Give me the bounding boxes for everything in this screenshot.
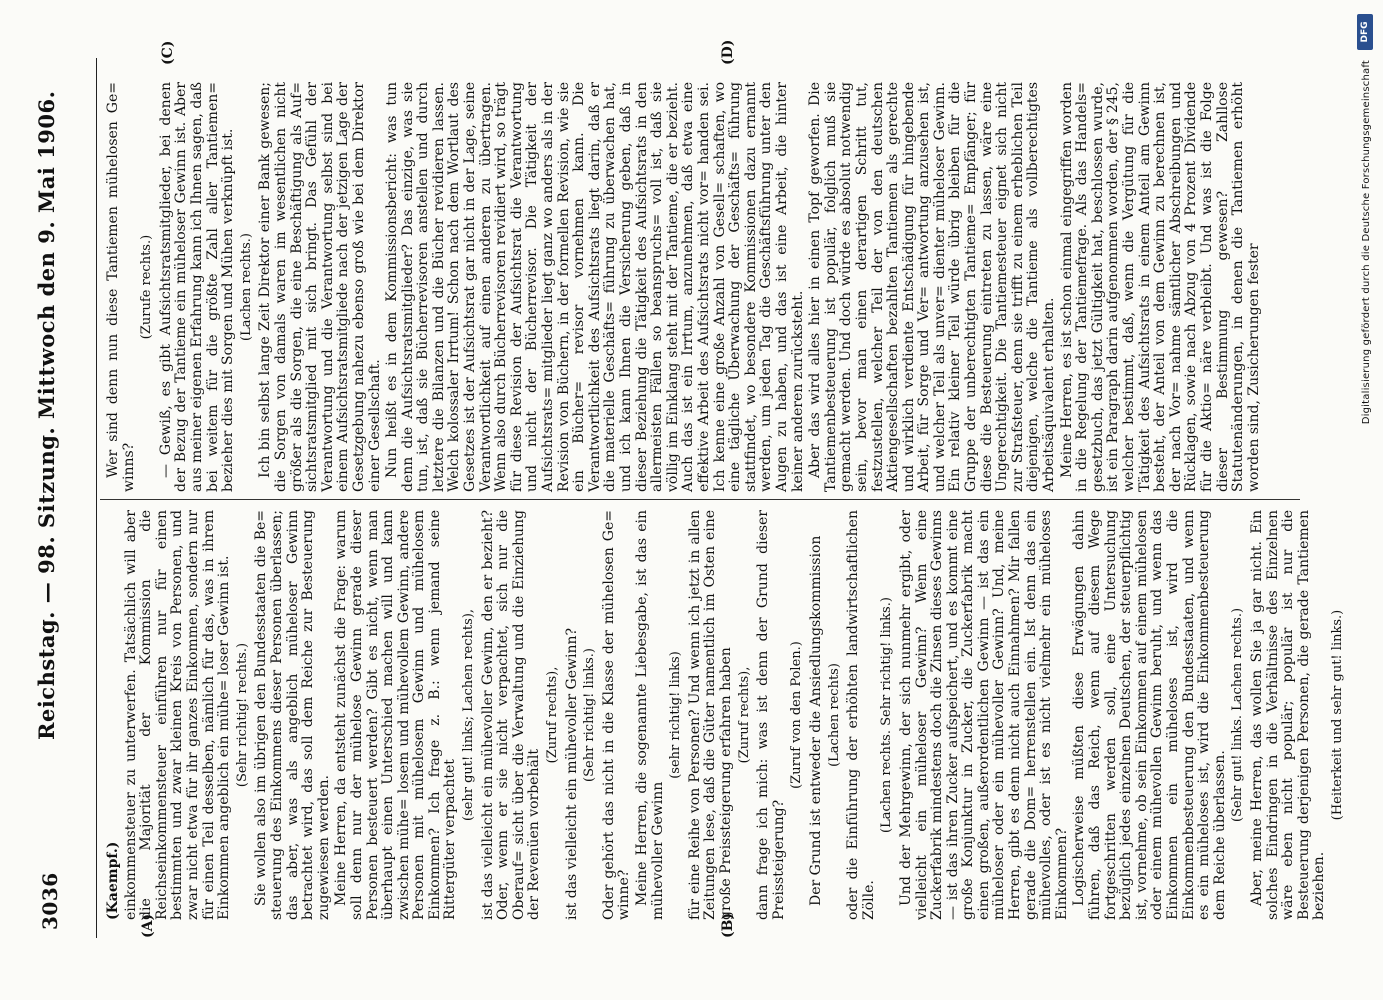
paragraph: einkommensteuer zu unterwerfen. Tatsächlich will aber die Majorität der Kommission die Reichseinkommensteuer einführen nur für einen bestimmten und zwar kleinen Kreis von Personen, und zwar nicht etwa für ihr ganzes Einkommen, sondern nur für einen Teil desselben, nämlich für das, was in ihrem Einkommen angeblich ein mühe= loser Gewinn ist. [122, 510, 233, 920]
interjection: (sehr richtig! links) [668, 651, 684, 779]
header-rule [96, 58, 97, 938]
paragraph: Aber das wird alles hier in einen Topf geworfen. Die Tantiemenbesteuerung ist populär, folglich muß sie gemacht werden. Und doch würde es absolut notwendig sein, bevor man einen derartigen Schritt tut, festzustellen, welcher Teil der von den deutschen Aktiengesellschaften bezahlten Tantiemen als gerechte und wirklich verdiente Entschädigung für hingebende Arbeit, für Sorge und Ver= antwortung anzusehen ist, und welcher Teil als unver= dienter müheloser Gewinn. Ein relativ kleiner Teil würde übrig bleiben für die Gruppe der unberechtigten Tantieme= Empfänger; für diese die Besteuerung eintreten zu lassen, wäre eine Ungerechtigkeit. Die Tantiemesteuer eignet sich nicht zur Strafsteuer, denn sie trifft zu einem erheblichen Teil diejenigen, welche die Tantieme als vollberechtigtes Arbeitsäquivalent erhalten. [807, 82, 1058, 492]
right-column [106, 82, 1264, 492]
paragraph: Der Grund ist entweder die Ansiedlungskommission [807, 535, 824, 906]
paragraph: Ich bin selbst lange Zeit Direktor einer Bank gewesen; die Sorgen von damals waren im wesentlichen nicht größer als die Sorgen, die eine Beschäftigung als Auf= sichtsratsmitglied mit sich bringt. Das Gefühl der Verantwortung und die Verantwortung selbst sind bei einem Aufsichtsratsmitgliede nach der jetzigen Lage der Gesetzgebung nahezu ebenso groß wie bei dem Direktor einer Gesellschaft. [257, 82, 383, 492]
page-header [34, 0, 74, 1000]
column-divider [100, 499, 1300, 500]
interjection: (Zuruf von den Polen.) [789, 641, 805, 789]
left-column [106, 510, 1350, 920]
interjection: (Lachen rechts.) [238, 233, 254, 341]
interjection: (Sehr richtig! rechts.) [234, 642, 250, 788]
page-number: 3036 [38, 872, 62, 930]
paragraph: Wer sind denn nun diese Tantiemen mühelosen Ge= winns? [105, 82, 137, 492]
margin-mark-a: (A) [140, 913, 156, 938]
paragraph: Logischerweise müßten diese Erwägungen dahin führen, daß das Reich, wenn auf diesem Wege fortgeschritten werden soll, eine Untersuchung bezüglich jedes einzelnen Deutschen, der steuerpflichtig ist, vornehme, ob sein Einkommen auf einem mühelosen oder einem mühevollen Gewinn beruht, und wenn das Einkommen ein müheloses ist, wird die Einkommenbesteuerung den Bundesstaaten, und wenn es ein müheloses ist, wird die Einkommenbesteuerung dem Reiche überlassen. [1071, 510, 1228, 920]
digitization-footer [1355, 0, 1379, 1000]
margin-mark-c: (C) [160, 40, 176, 65]
paragraph: Nun heißt es in dem Kommissionsbericht: was tun denn die Aufsichtsratsmitglieder? Das einzige, was sie tun, ist, daß sie Bücherrevisoren anstellen und durch letztere die Bilanzen und die Bücher revidieren lassen. Welch kolossaler Irrtum! Schon nach dem Wortlaut des Gesetzes ist der Aufsichtsrat gar nicht in der Lage, seine Verantwortlichkeit auf einen anderen zu übertragen. Wenn also durch Bücherrevisoren revidiert wird, so trägt für diese Revision der Aufsichtsrat die Verantwortung und nicht der Bücherrevisor. Die Tätigkeit der Aufsichtsrats= mitglieder liegt ganz wo anders als in der Revision von Büchern, in der formellen Revision, wie sie ein Bücher= revisor vornehmen kann. Die Verantwortlichkeit des Aufsichtsrats liegt darin, daß er die materielle Geschäfts= führung zu überwachen hat, und ich kann Ihnen die Versicherung geben, daß in dieser Beziehung die Tätigkeit des Aufsichtsrats in den allermeisten Fällen so beanspruchs= voll ist, daß sie völlig im Einklang steht mit der Tantieme, die er bezieht. Auch das ist ein Irrtum, anzunehmen, daß etwa eine effektive Arbeit des Aufsichtsrats nicht vor= handen sei. Ich kenne eine große Anzahl von Gesell= schaften, wo eine tägliche Überwachung der Geschäfts= führung stattfindet, wo besondere Kommissionen dazu ernannt werden, um jeden Tag die Geschäftsführung unter den Augen zu haben, und das ist eine Arbeit, die hinter keiner anderen zurücksteht. [384, 82, 806, 492]
paragraph: Oder gehört das nicht in die Klasse der mühelosen Ge= winne? [600, 510, 633, 920]
paragraph: ist das vielleicht ein mühevoller Gewinn, den er bezieht? Oder, wenn er sie nicht verpachtet, sich nur die Oberauf= sicht über die Verwaltung und die Einziehung der Revenüen vorbehält [479, 510, 543, 920]
paragraph: Sie wollen also im übrigen den Bundesstaaten die Be= steuerung des Einkommens dieser Personen überlassen; das aber, was als angeblich müheloser Gewinn betrachtet wird, das soll dem Reiche zur Besteuerung zugewiesen werden. [253, 510, 332, 920]
paragraph: für eine Reihe von Personen? Und wenn ich jetzt in allen Zeitungen lese, daß die Güter namentlich im Osten eine große Preissteigerung erfahren haben [686, 510, 734, 920]
paragraph: oder die Einführung der erhöhten landwirtschaftlichen Zölle. [845, 510, 877, 920]
dfg-logo: DFG [1357, 14, 1373, 50]
digitization-credit: Digitalisierung gefördert durch die Deutsche Forschungsgemeinschaft [1361, 60, 1372, 425]
paragraph: ist das vielleicht ein mühevoller Gewinn? [563, 627, 580, 920]
margin-mark-d: (D) [720, 39, 736, 65]
interjection: (Sehr richtig! links.) [582, 648, 598, 782]
margin-mark-b: (B) [720, 912, 736, 938]
paragraph: — Gewiß, es gibt Aufsichtsratsmitglieder, bei denen der Bezug der Tantieme ein müheloser Gewinn ist. Aber aus meiner eigenen Erfahrung kann ich Ihnen sagen, daß bei weitem für die größte Zahl aller Tantiemen= bezieher dies mit Sorgen und Mühen verknüpft ist. [157, 82, 237, 492]
interjection: (Lachen rechts. Sehr richtig! links.) [879, 597, 895, 833]
paragraph: Meine Herren, die sogenannte Liebesgabe, ist das ein mühevoller Gewinn [634, 510, 666, 920]
paragraph: dann frage ich mich: was ist denn der Grund dieser Preissteigerung? [755, 510, 787, 920]
interjection: (Zuruf rechts), [545, 666, 561, 764]
speaker-name: (Kaempf.) [105, 841, 121, 920]
paragraph: Aber, meine Herren, das wollen Sie ja gar nicht. Ein solches Eindringen in die Verhältnisse des Einzelnen wäre eben nicht populär; populär ist nur die Besteuerung derjenigen Personen, die gerade Tantiemen beziehen. [1248, 510, 1328, 920]
running-title: Reichstag. — 98. Sitzung. Mittwoch den 9. Mai 1906. [34, 90, 59, 740]
interjection: (Zurufe rechts.) [139, 234, 155, 340]
paragraph: Meine Herren, da entsteht zunächst die Frage: warum soll denn nur der mühelose Gewinn gerade dieser Personen besteuert werden? Gibt es nicht, wenn man überhaupt einen Unterschied machen will und kann zwischen mühe= losem und mühevollem Gewinn, andere Personen mit mühelosem Gewinn und mühelosem Einkommen? Ich frage z. B.: wenn jemand seine Rittergüter verpachtet [333, 510, 459, 920]
paragraph: Meine Herren, es ist schon einmal eingegriffen worden in die Regelung der Tantiemefrage. Als das Handels= gesetzbuch, das jetzt Gültigkeit hat, beschlossen wurde, ist ein Paragraph darin aufgenommen worden, der § 245, welcher bestimmt, daß, wenn die Vergütung für die Tätigkeit des Aufsichtsrats in einem Anteil am Gewinn besteht, der Anteil von dem Gewinn zu berechnen ist, der nach Vor= nahme sämtlicher Abschreibungen und Rücklagen, sowie nach Abzug von 4 Prozent Dividende für die Aktio= näre verbleibt. Und was ist die Folge dieser Bestimmung gewesen? Zahllose Statutenänderungen, in denen die Tantiemen erhöht worden sind, Zusicherungen fester [1058, 82, 1262, 492]
interjection: (Zuruf rechts), [736, 666, 752, 764]
interjection: (Lachen rechts) [826, 663, 842, 767]
paragraph: Und der Mehrgewinn, der sich nunmehr ergibt, oder vielleicht ein müheloser Gewinn? Wenn eine Zuckerfabrik mindestens doch die Zinsen dieses Gewinns — ist das ihren Zucker aufspeichert, und es kommt eine große Konjunktur in Zucker, die Zuckerfabrik macht einen großen, außerordentlichen Gewinn — ist das ein müheloser oder ein mühevoller Gewinn? Und, meine Herren, gibt es denn nicht auch Einnahmen? Mir fallen gerade die Dom= herrenstellen ein. Ist denn das ein mühevolles, oder ist es nicht vielmehr ein müheloses Einkommen? [897, 510, 1070, 920]
interjection: (sehr gut! links; Lachen rechts), [461, 608, 477, 822]
interjection: (Sehr gut! links. Lachen rechts.) [1230, 607, 1246, 823]
interjection: (Heiterkeit und sehr gut! links.) [1329, 609, 1345, 821]
